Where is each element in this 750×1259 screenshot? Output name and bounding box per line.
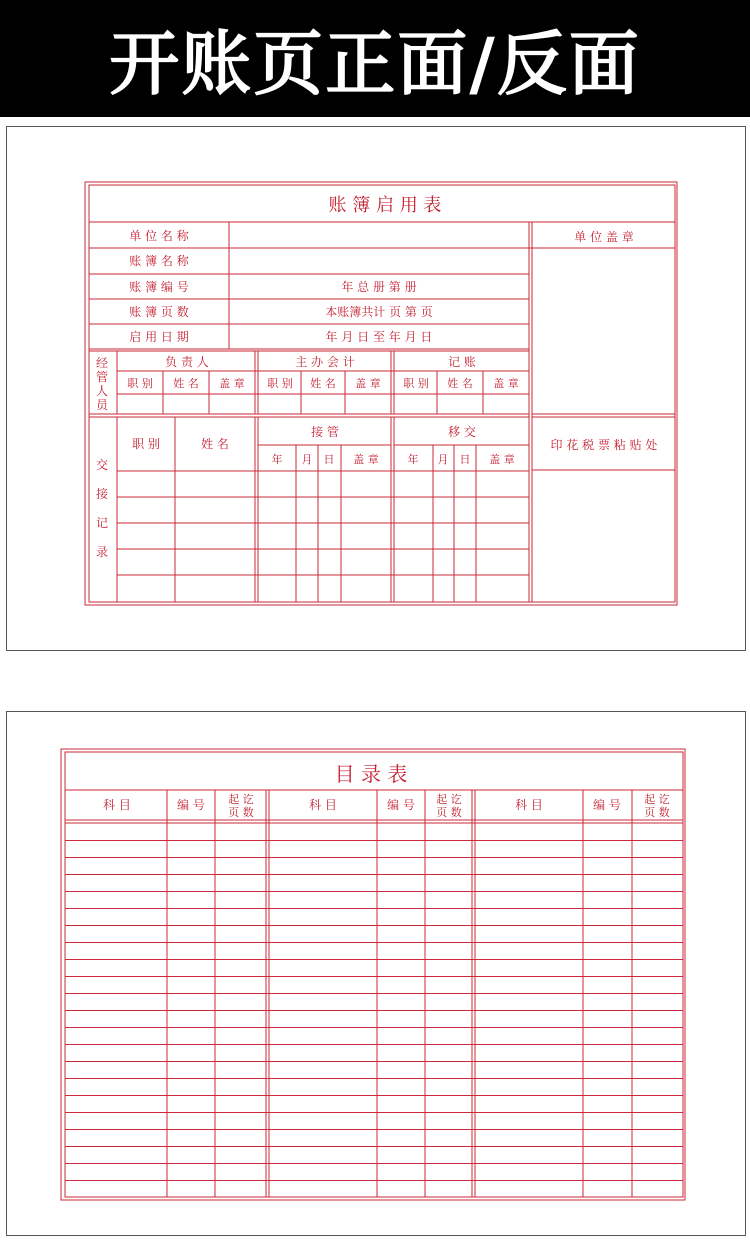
col-title-1: 职 别 [127,377,153,390]
group-chief-accountant: 主 办 会 计 [295,355,355,369]
group-hand-over: 移 交 [448,425,476,439]
take-year: 年 [271,453,283,466]
table-of-contents-form [7,712,745,1235]
toc-col-number-1: 编 号 [177,798,205,812]
page-count-text: 本账簿共计 页 第 页 [325,305,433,319]
field-book-name: 账 簿 名 称 [129,254,189,268]
toc-col-subject-2: 科 目 [309,798,337,812]
managers-label-2: 管 [95,370,109,384]
field-book-pages: 账 簿 页 数 [129,305,189,319]
group-take-over: 接 管 [311,425,339,439]
toc-col-start-1b: 页 数 [228,806,254,819]
field-start-date: 启 用 日 期 [129,330,189,344]
col-seal-1: 盖 章 [219,377,245,390]
col-name-2: 姓 名 [310,377,336,390]
front-page-panel [6,126,746,651]
book-number-text: 年 总 册 第 册 [341,280,417,294]
managers-label-3: 人 [95,384,109,398]
toc-col-subject-3: 科 目 [515,798,543,812]
unit-seal-header: 单 位 盖 章 [574,230,634,244]
toc-col-start-3a: 起 讫 [644,793,670,806]
managers-label-1: 经 [95,356,109,370]
handover-label-2: 接 [95,487,109,501]
back-page-panel [6,711,746,1236]
title-banner [0,0,750,117]
handover-label-3: 记 [95,516,109,530]
field-book-number: 账 簿 编 号 [129,280,189,294]
col-title-3: 职 别 [403,377,429,390]
hand-seal: 盖 章 [489,453,515,466]
toc-col-start-2b: 页 数 [436,806,462,819]
handover-label-1: 交 [95,458,109,472]
handover-label-4: 录 [95,545,109,559]
handover-col-title: 职 别 [132,437,160,451]
toc-col-number-3: 编 号 [593,798,621,812]
banner-title: 开账页正面/反面 [109,22,641,105]
col-name-1: 姓 名 [173,377,199,390]
handover-col-name: 姓 名 [201,437,229,451]
stamp-header: 印 花 税 票 粘 贴 处 [550,438,658,452]
toc-col-start-3b: 页 数 [644,806,670,819]
toc-inner-frame [65,752,683,1197]
group-bookkeeper: 记 账 [448,355,476,369]
ledger-activation-form [7,127,745,650]
toc-title: 目 录 表 [334,762,408,786]
toc-col-subject-1: 科 目 [103,798,131,812]
hand-year: 年 [407,453,419,466]
col-name-3: 姓 名 [447,377,473,390]
toc-col-number-2: 编 号 [387,798,415,812]
take-seal: 盖 章 [353,453,379,466]
hand-month: 月 [437,453,449,466]
managers-label-4: 员 [95,398,109,412]
start-date-text: 年 月 日 至 年 月 日 [325,330,433,344]
field-unit-name: 单 位 名 称 [129,229,189,243]
take-month: 月 [301,453,313,466]
group-responsible: 负 责 人 [165,355,209,369]
form-title: 账 簿 启 用 表 [328,195,442,216]
toc-outer-frame [61,749,685,1200]
hand-day: 日 [459,453,471,466]
col-title-2: 职 别 [267,377,293,390]
toc-col-start-1a: 起 讫 [228,793,254,806]
col-seal-3: 盖 章 [493,377,519,390]
toc-col-start-2a: 起 讫 [436,793,462,806]
col-seal-2: 盖 章 [355,377,381,390]
take-day: 日 [323,453,335,466]
